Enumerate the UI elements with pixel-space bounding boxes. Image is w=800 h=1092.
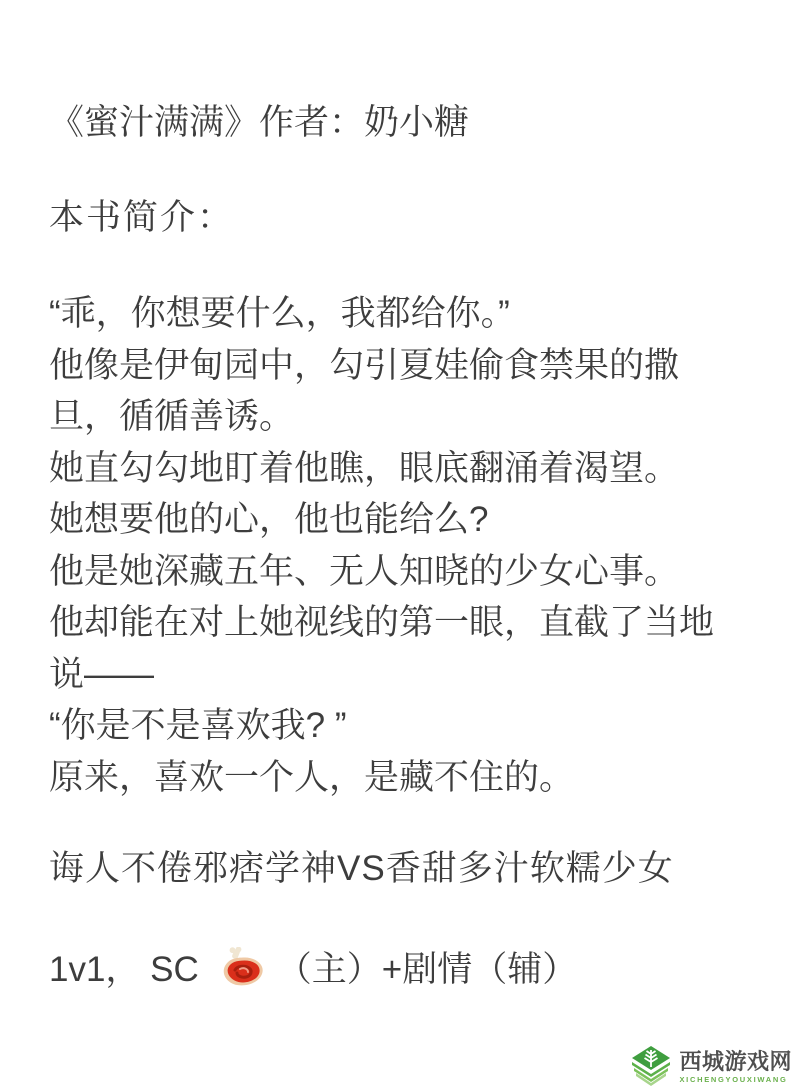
watermark-site-name: 西城游戏网 (679, 1049, 792, 1074)
synopsis-line: 他像是伊甸园中，勾引夏娃偷食禁果的撒 (49, 345, 680, 385)
synopsis-line: “你是不是喜欢我? ” (49, 706, 347, 745)
watermark-site-romanized: XICHENGYOUXIWANG (679, 1075, 788, 1084)
synopsis-line: 他是她深藏五年、无人知晓的少女心事。 (49, 551, 680, 591)
site-watermark (628, 1044, 792, 1090)
synopsis-line: 她直勾勾地盯着他瞧，眼底翻涌着渴望。 (49, 448, 680, 488)
synopsis-line: 他却能在对上她视线的第一眼，直截了当地 (49, 603, 715, 642)
synopsis-line: 说—— (49, 654, 155, 694)
synopsis-line: 旦，循循善诱。 (49, 397, 295, 436)
synopsis-line: “乖，你想要什么，我都给你。” (49, 294, 510, 333)
pairing-tagline: 诲人不倦邪痞学神VS香甜多汁软糯少女 (49, 849, 674, 888)
intro-section-label: 本书简介： (49, 198, 235, 237)
book-title-author: 《蜜汁满满》作者：奶小糖 (49, 103, 470, 142)
cut-of-meat-icon (217, 947, 265, 989)
synopsis-line: 原来，喜欢一个人，是藏不住的。 (49, 757, 575, 797)
tags-line (49, 944, 762, 995)
tags-prefix: 1v1， SC (49, 950, 199, 989)
synopsis-line: 她想要他的心，他也能给么? (49, 500, 489, 539)
wheat-layers-logo-icon (628, 1044, 674, 1090)
book-intro-page (49, 97, 762, 995)
tags-suffix: （主）+剧情（辅） (276, 950, 578, 989)
synopsis-paragraph (49, 288, 762, 803)
watermark-text (679, 1050, 792, 1084)
